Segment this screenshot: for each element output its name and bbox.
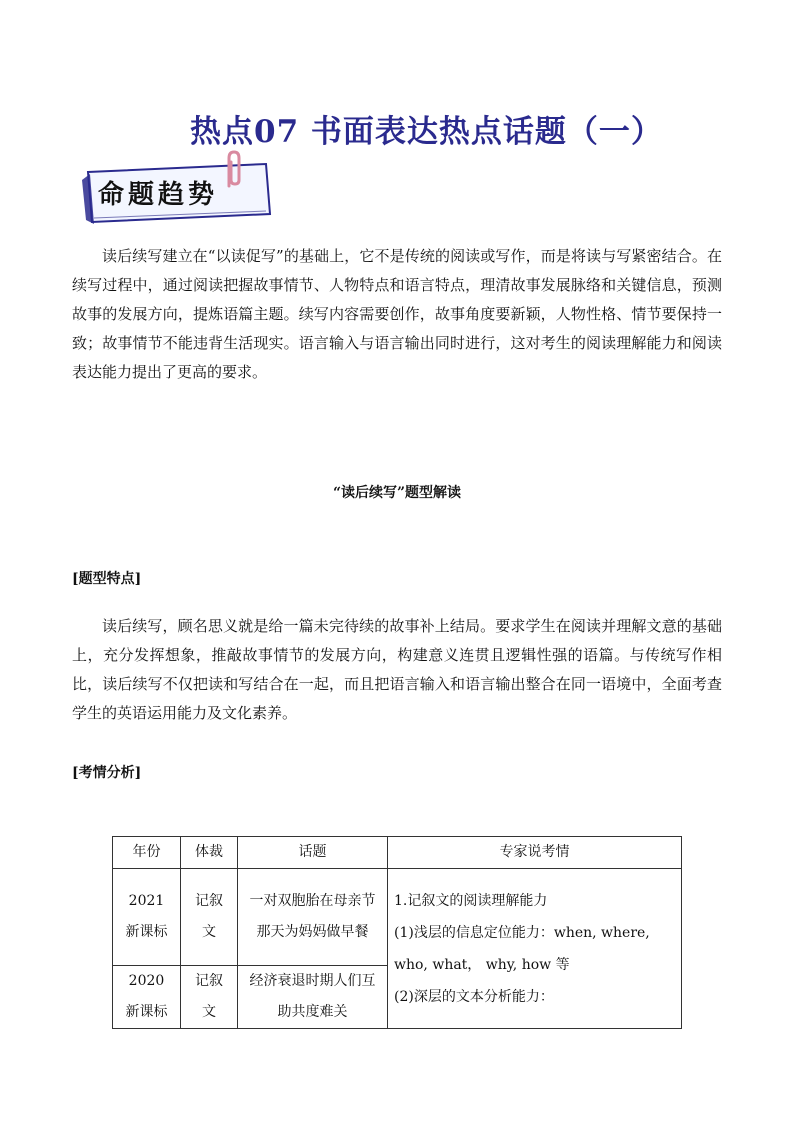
- cell-year: 2021 新课标: [113, 869, 181, 966]
- expert-line: (1)浅层的信息定位能力：when, where,: [394, 924, 650, 941]
- page-title: 热点07 书面表达热点话题（一）: [190, 114, 663, 150]
- analysis-heading: [考情分析]: [72, 765, 142, 781]
- paperclip-icon: [222, 150, 244, 190]
- section-banner: [80, 160, 275, 226]
- cell-genre: 记叙文: [181, 869, 238, 966]
- header-year: 年份: [113, 837, 181, 869]
- expert-line: (2)深层的文本分析能力：: [394, 988, 554, 1005]
- cell-expert: [388, 869, 682, 1029]
- banner-label: 命题趋势: [98, 180, 219, 210]
- intro-paragraph: 读后续写建立在“以读促写”的基础上，它不是传统的阅读或写作，而是将读与写紧密结合。在续写过程中，通过阅读把握故事情节、人物特点和语言特点，理清故事发展脉络和关键信息，预测故事的发展方向，提炼语篇主题。续写内容需要创作，故事角度要新颖，人物性格、情节要保持一致；故事情节不能违背生活现实。语言输入与语言输出同时进行，这对考生的阅读理解能力和阅读表达能力提出了更高的要求。: [72, 247, 722, 381]
- table-header-row: [113, 837, 682, 869]
- features-heading: [题型特点]: [72, 571, 142, 587]
- cell-topic: 一对双胞胎在母亲节那天为妈妈做早餐: [238, 869, 388, 966]
- header-genre: 体裁: [181, 837, 238, 869]
- section-title: “读后续写”题型解读: [332, 485, 462, 501]
- cell-topic: 经济衰退时期人们互助共度难关: [238, 966, 388, 1029]
- header-expert: 专家说考情: [388, 837, 682, 869]
- table-row: [113, 869, 682, 966]
- expert-line: 1.记叙文的阅读理解能力: [394, 892, 548, 909]
- expert-line: who, what， why, how 等: [394, 956, 570, 973]
- exam-analysis-table: [112, 836, 682, 1029]
- header-topic: 话题: [238, 837, 388, 869]
- features-paragraph: 读后续写，顾名思义就是给一篇未完待续的故事补上结局。要求学生在阅读并理解文意的基础上，充分发挥想象，推敲故事情节的发展方向，构建意义连贯且逻辑性强的语篇。与传统写作相比，读后续写不仅把读和写结合在一起，而且把语言输入和语言输出整合在同一语境中，全面考查学生的英语运用能力及文化素养。: [72, 617, 722, 722]
- cell-year: 2020 新课标: [113, 966, 181, 1029]
- cell-genre: 记叙文: [181, 966, 238, 1029]
